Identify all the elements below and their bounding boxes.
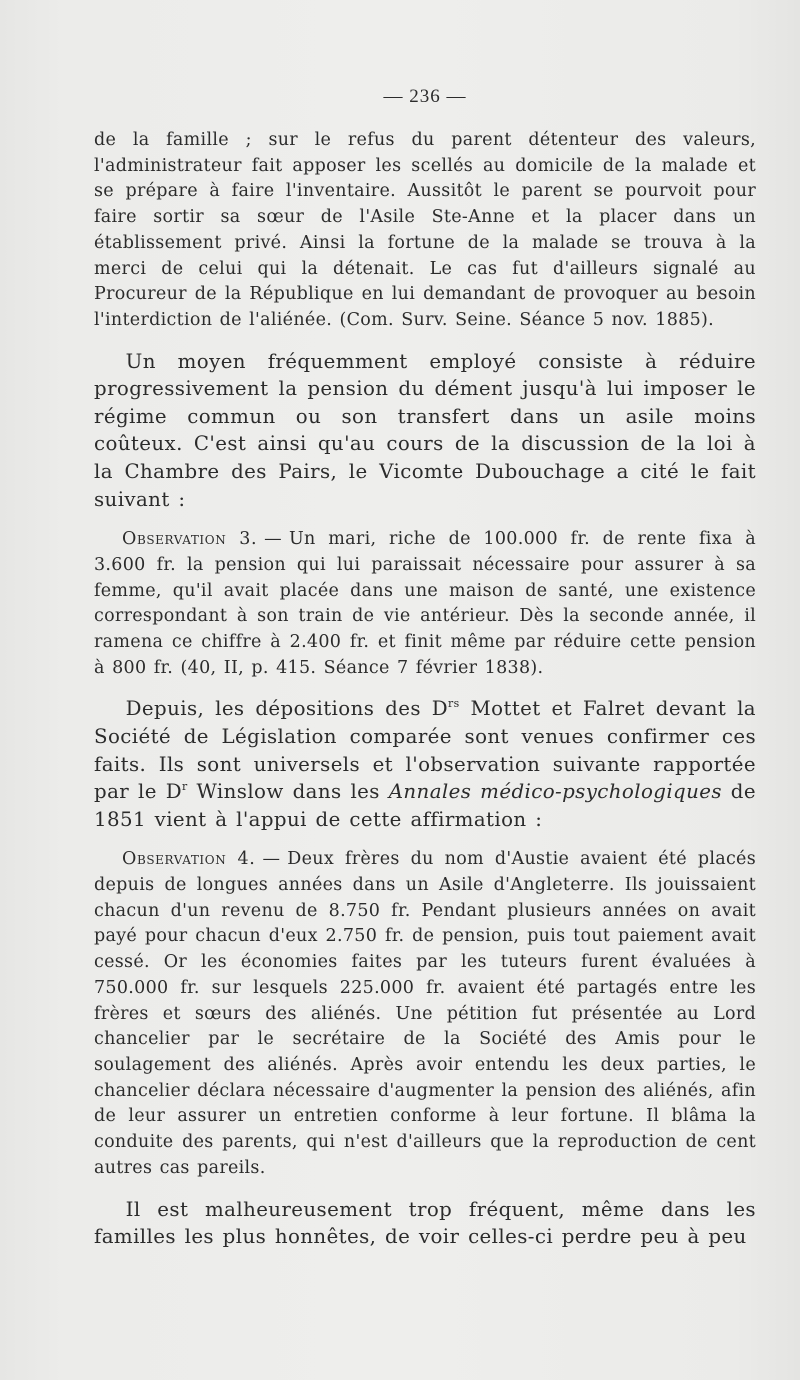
observation-4 [94, 847, 756, 1181]
page-number: — 236 — [383, 86, 467, 107]
journal-title: Annales médico-psychologiques [388, 780, 722, 804]
depositions-sup-r: r [182, 780, 188, 794]
paragraph-continuation: de la famille ; sur le refus du parent détenteur des valeurs, l'administrateur fait apposer les scellés au domicile de la malade et se prépare à faire l'inventaire. Aussitôt le parent se pourvoit pour faire sortir sa sœur de l'Asile Ste-Anne et la placer dans un établissement privé. Ainsi la fortune de la malade se trouva à la merci de celui qui la détenait. Le cas fut d'ailleurs signalé au Procureur de la République en lui demandant de provoquer au besoin l'interdiction de l'aliénée. (Com. Surv. Seine. Séance 5 nov. 1885). [94, 130, 756, 330]
depositions-text-b: Mottet et Falret devant la Société de Législation comparée sont venues confirmer ces faits. Ils sont universels et l'observation suivante rapportée par le D [94, 697, 757, 804]
depositions-sup-rs: rs [448, 697, 460, 711]
observation-3-label: Observation 3. [122, 529, 258, 550]
depositions-text-a: Depuis, les dépositions des D [125, 697, 449, 721]
paragraph-families: Il est malheureusement trop fréquent, même dans les familles les plus honnêtes, de voir celles-ci perdre peu à peu [94, 1197, 756, 1249]
page-content [94, 86, 756, 1251]
observation-4-dash: — [262, 849, 281, 870]
observation-4-text: Deux frères du nom d'Austie avaient été placés depuis de longues années dans un Asile d'Angleterre. Ils jouissaient chacun d'un revenu de 8.750 fr. Pendant plusieurs années on avait payé pour chacun d'eux 2.750 fr. de pension, puis tout paiement avait cessé. Or les économies faites par les tuteurs furent évaluées à 750.000 fr. sur lesquels 225.000 fr. avaient été partagés entre les frères et sœurs des aliénés. Une pétition fut présentée au Lord chancelier par le secrétaire de la Société des Amis pour le soulagement des aliénés. Après avoir entendu les deux parties, le chancelier déclara nécessaire d'augmenter la pension des aliénés, afin de leur assurer un entretien conforme à leur fortune. Il blâma la conduite des parents, qui n'est d'ailleurs que la reproduction de cent autres cas pareils. [94, 849, 756, 1178]
depositions-text-c: Winslow dans les [187, 780, 389, 804]
observation-3-dash: — [264, 529, 282, 550]
observation-4-label: Observation 4. [122, 849, 256, 870]
depositions-text-d: de 1851 vient à l'appui de cette affirmation : [94, 780, 756, 831]
paragraph-pension-reduction: Un moyen fréquemment employé consiste à réduire progressivement la pension du dément jusqu'à lui imposer le régime commun ou son transfert dans un asile moins coûteux. C'est ainsi qu'au cours de la discussion de la loi à la Chambre des Pairs, le Vicomte Dubouchage a cité le fait suivant : [94, 349, 756, 511]
observation-3-text: Un mari, riche de 100.000 fr. de rente fixa à 3.600 fr. la pension qui lui paraissait nécessaire pour assurer à sa femme, qu'il avait placée dans une maison de santé, une existence correspondant à son train de vie antérieur. Dès la seconde année, il ramena ce chiffre à 2.400 fr. et finit même par réduire cette pension à 800 fr. (40, II, p. 415. Séance 7 février 1838). [94, 529, 756, 678]
observation-3 [94, 527, 756, 681]
paragraph-depositions [94, 695, 756, 833]
